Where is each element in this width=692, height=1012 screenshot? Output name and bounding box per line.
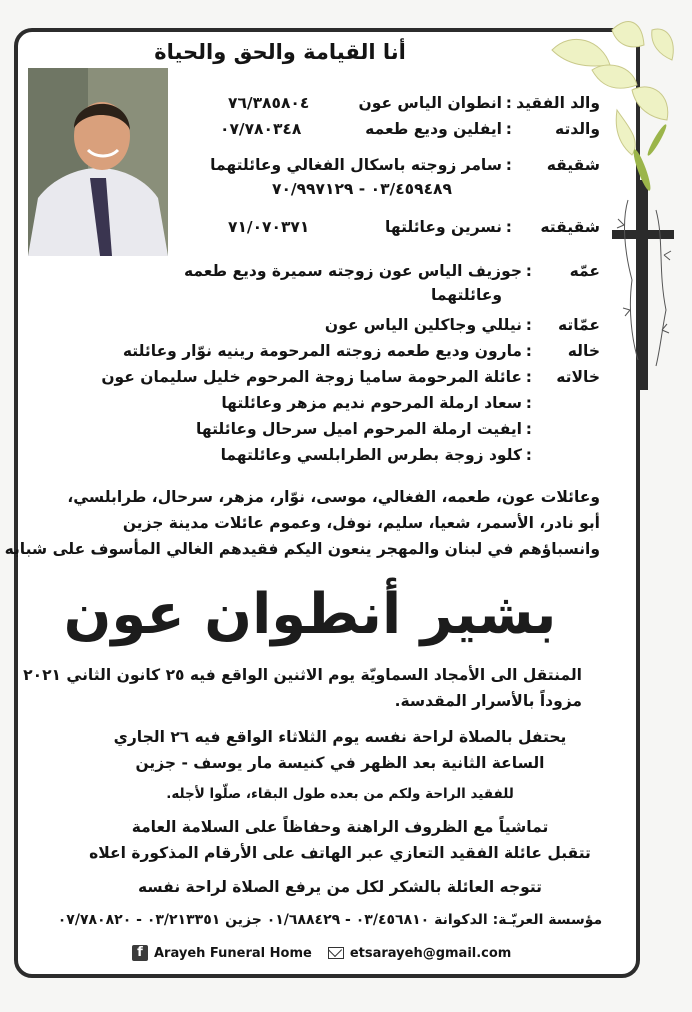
families-line: وعائلات عون، طعمه، الفغالي، موسى، نوّار، مزهر، سرحال، طرابلسي، [67,488,600,506]
paternal-aunts-value: نيللي وجاكلين الياس عون [324,316,522,334]
passing-line: مزوداً بالأسرار المقدسة. [394,692,582,710]
deceased-photo [28,68,168,256]
funeral-home-social [132,942,552,964]
deceased-name: بشير أنطوان عون [63,582,557,647]
uncle-label: عمّه [569,262,600,280]
blessing-line: للفقيد الراحة ولكم من بعده طول البقاء، صلّوا لأجله. [166,786,514,802]
mother-phone: ٠٧/٧٨٠٣٤٨ [220,120,302,138]
uncle-line1: جوزيف الياس عون زوجته سميرة وديع طعمه [183,262,522,280]
brother-name: سامر زوجته باسكال الفغالي وعائلتهما [210,156,502,174]
uncle-line2: وعائلتهما [431,286,502,304]
maternal-aunts-label: خالاته [556,368,600,386]
families-line: وانسباؤهم في لبنان والمهجر ينعون اليكم فقيدهم الغالي المأسوف على شبابه [4,540,600,558]
passing-line: المنتقل الى الأمجاد السماويّة يوم الاثنين الواقع فيه ٢٥ كانون الثاني ٢٠٢١ [23,666,582,684]
maternal-uncle-value: مارون وديع طعمه زوجته المرحومة رينيه نوّار وعائلته [122,342,522,360]
sister-label: شقيقته [540,218,600,236]
father-label: والد الفقيد [516,94,600,112]
maternal-aunt-line: كلود زوجة بطرس الطرابلسي وعائلتهما [220,446,522,464]
father-name: انطوان الياس عون [358,94,502,112]
email-icon [328,947,344,959]
maternal-uncle-label: خاله [567,342,600,360]
mother-label: والدته [555,120,600,138]
brother-label: شقيقه [546,156,600,174]
facebook-icon: f [132,945,148,961]
mother-name: ايفلين وديع طعمه [365,120,502,138]
page-title: أنا القيامة والحق والحياة [154,40,406,64]
condolence-line: تماشياً مع الظروف الراهنة وحفاظاً على السلامة العامة [131,818,549,836]
condolence-line: تتقبل عائلة الفقيد التعازي عبر الهاتف على الأرقام المذكورة اعلاه [89,844,591,862]
prayer-line: الساعة الثانية بعد الظهر في كنيسة مار يوسف - جزين [135,754,545,772]
email-address[interactable]: etsarayeh@gmail.com [349,945,512,961]
funeral-home-contacts: مؤسسة العريّـة: الدكوانة ٠٣/٤٥٦٨١٠ - ٠١/٦٨٨٤٢٩ جزين ٠٣/٢١٣٣٥١ - ٠٧/٧٨٠٨٢٠ [57,912,603,928]
maternal-aunt-line: عائلة المرحومة ساميا زوجة المرحوم خليل سليمان عون [101,368,522,386]
families-line: أبو نادر، الأسمر، شعيا، سليم، نوفل، وعموم عائلات مدينة جزين [122,514,600,532]
thanks-line: تتوجه العائلة بالشكر لكل من يرفع الصلاة لراحة نفسه [138,878,542,896]
brother-phones: ٠٣/٤٥٩٤٨٩ - ٧٠/٩٩٧١٢٩ [272,180,452,198]
facebook-name[interactable]: Arayeh Funeral Home [154,945,312,961]
maternal-aunt-line: ايفيت ارملة المرحوم اميل سرحال وعائلتها [196,420,522,438]
paternal-aunts-label: عمّاته [557,316,600,334]
maternal-aunt-line: سعاد ارملة المرحوم نديم مزهر وعائلتها [221,394,522,412]
cross-icon [612,180,674,390]
father-phone: ٧٦/٣٨٥٨٠٤ [228,94,310,112]
sister-phone: ٧١/٠٧٠٣٧١ [228,218,310,236]
prayer-line: يحتفل بالصلاة لراحة نفسه يوم الثلاثاء الواقع فيه ٢٦ الجاري [113,728,567,746]
sister-name: نسرين وعائلتها [385,218,502,236]
